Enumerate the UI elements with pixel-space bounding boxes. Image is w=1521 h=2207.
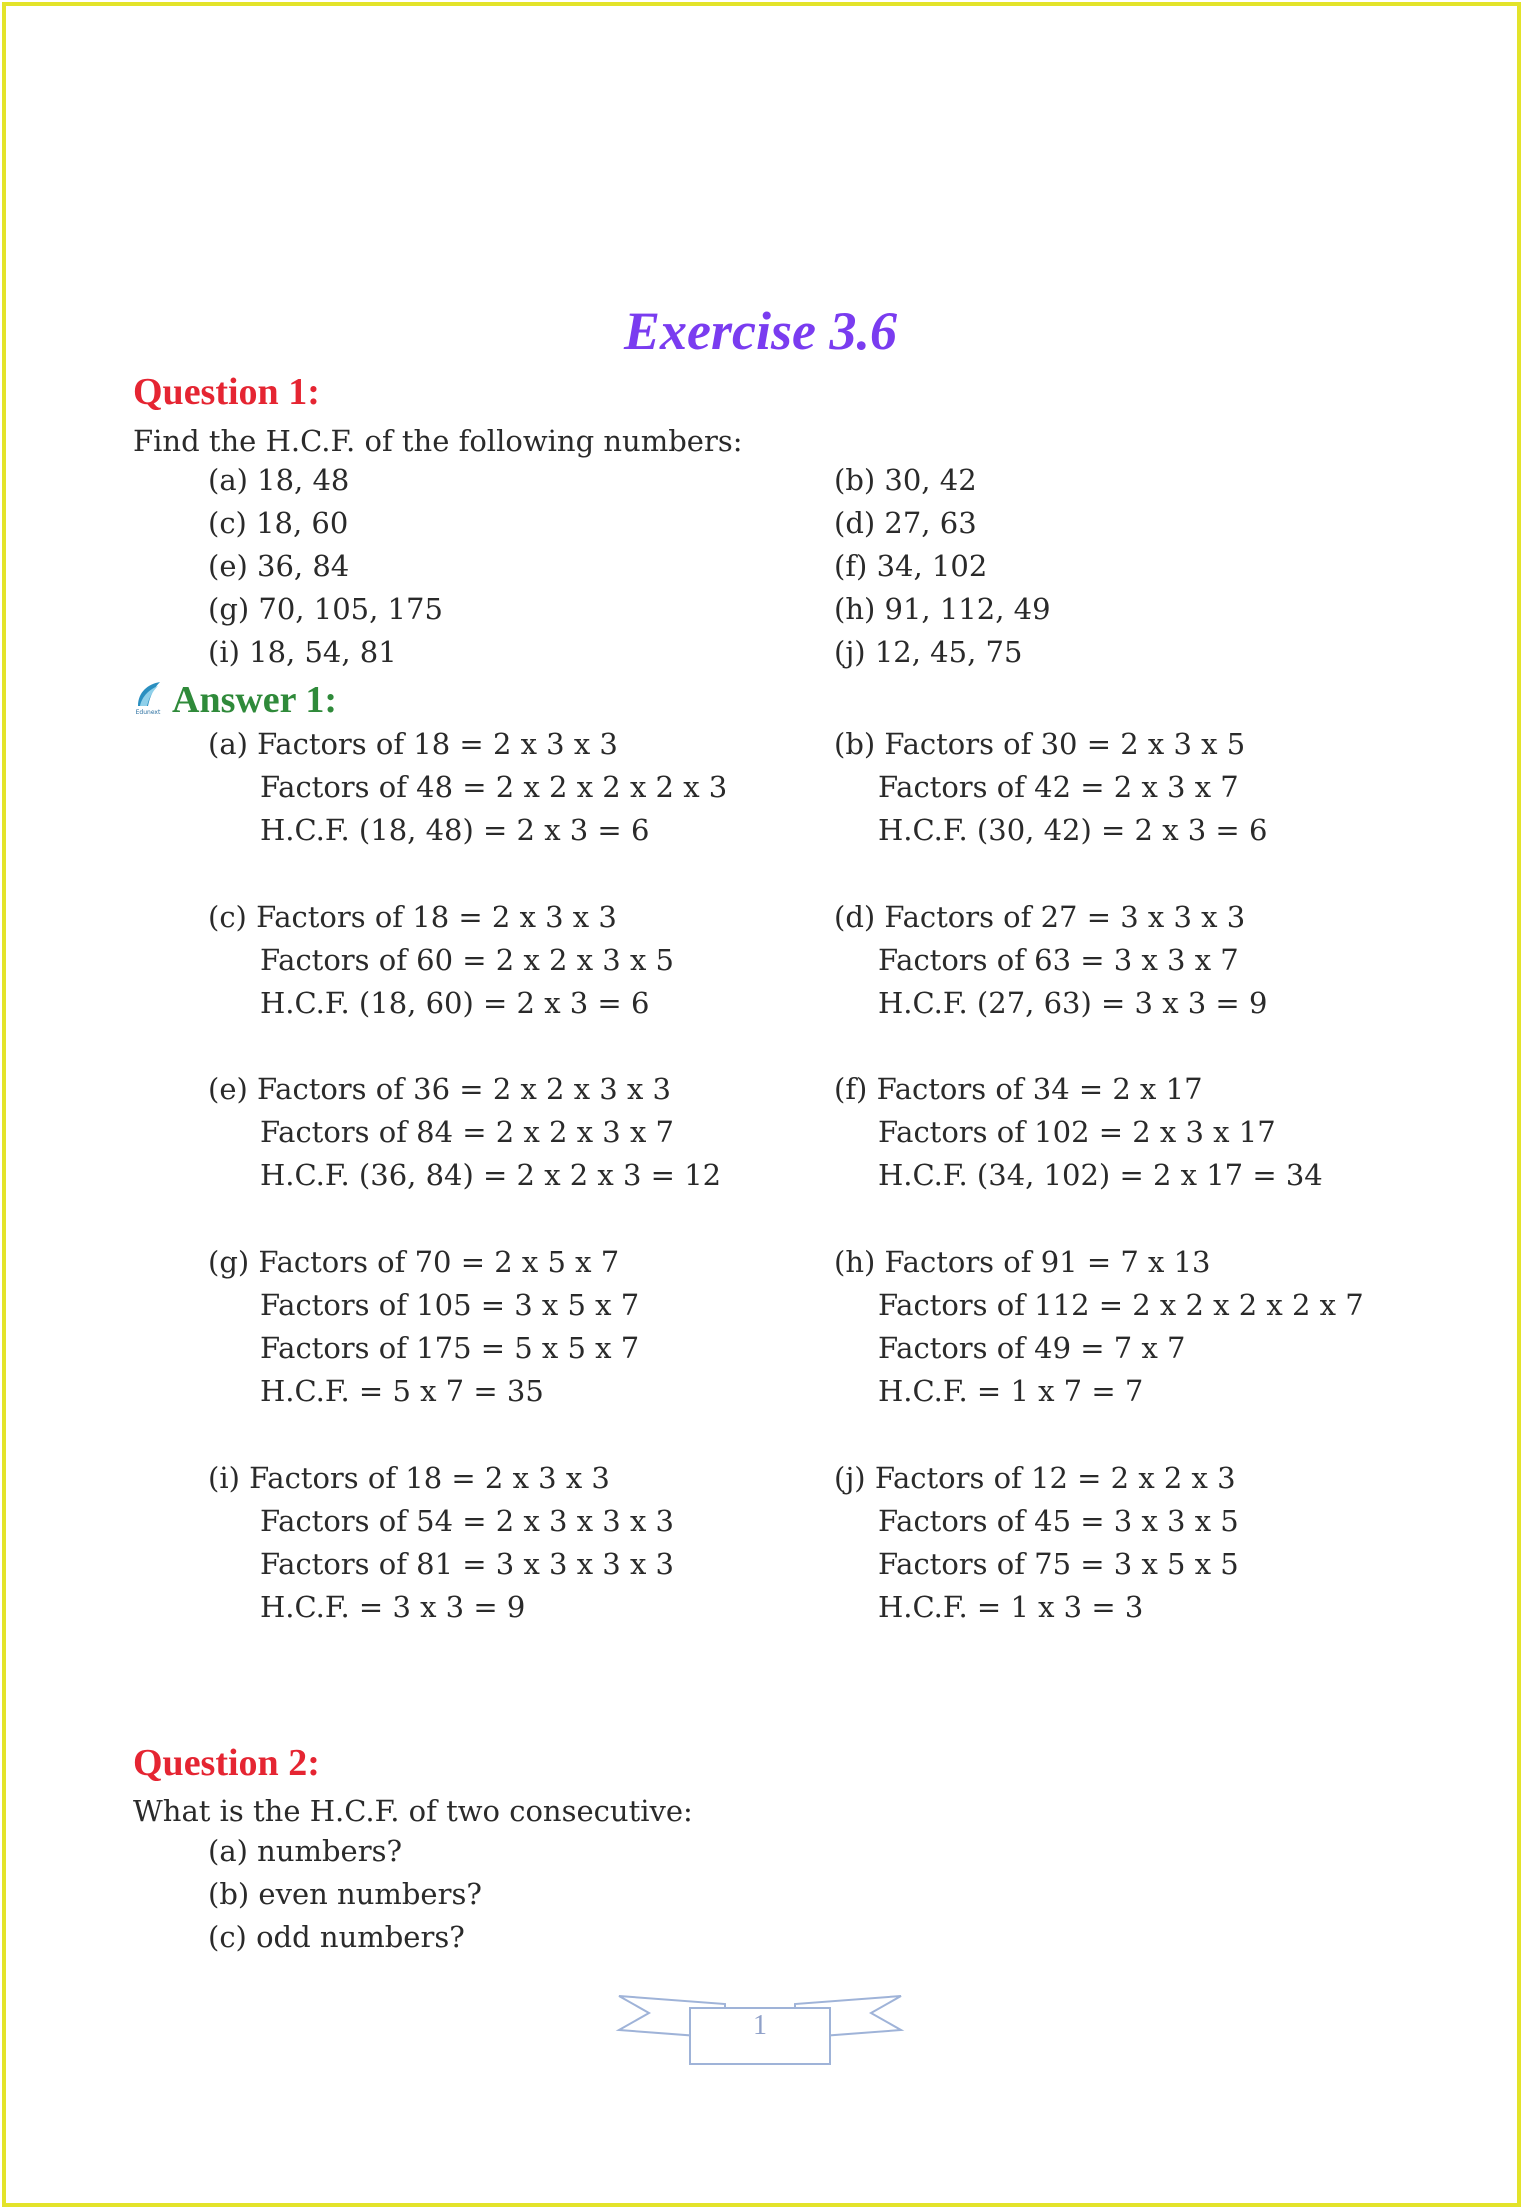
option-b: (b) 30, 42 bbox=[834, 463, 977, 497]
option-c: (c) 18, 60 bbox=[208, 506, 349, 540]
answer-line: H.C.F. (34, 102) = 2 x 17 = 34 bbox=[878, 1158, 1323, 1192]
option-a: (a) 18, 48 bbox=[208, 463, 350, 497]
option-g: (g) 70, 105, 175 bbox=[208, 592, 443, 626]
answer-line: Factors of 49 = 7 x 7 bbox=[878, 1331, 1186, 1365]
answer-line: H.C.F. = 1 x 3 = 3 bbox=[878, 1590, 1144, 1624]
answer-line: Factors of 75 = 3 x 5 x 5 bbox=[878, 1547, 1239, 1581]
answer-f bbox=[834, 1068, 1323, 1197]
question-2-options bbox=[208, 1830, 482, 1959]
answer-i bbox=[208, 1457, 674, 1629]
answer-line: (c) Factors of 18 = 2 x 3 x 3 bbox=[208, 900, 617, 934]
answer-line: Factors of 84 = 2 x 2 x 3 x 7 bbox=[260, 1115, 674, 1149]
answer-line: H.C.F. (18, 48) = 2 x 3 = 6 bbox=[260, 813, 650, 847]
option-a: (a) numbers? bbox=[208, 1834, 403, 1868]
svg-text:Edunext: Edunext bbox=[135, 709, 161, 716]
answer-h bbox=[834, 1241, 1364, 1413]
question-1-options-right bbox=[834, 459, 1051, 674]
answer-line: Factors of 175 = 5 x 5 x 7 bbox=[260, 1331, 640, 1365]
answer-d bbox=[834, 896, 1267, 1025]
answer-line: Factors of 112 = 2 x 2 x 2 x 2 x 7 bbox=[878, 1288, 1364, 1322]
question-1-options-left bbox=[208, 459, 443, 674]
answer-line: H.C.F. (30, 42) = 2 x 3 = 6 bbox=[878, 813, 1268, 847]
answer-line: (g) Factors of 70 = 2 x 5 x 7 bbox=[208, 1245, 620, 1279]
option-h: (h) 91, 112, 49 bbox=[834, 592, 1051, 626]
question-2-prompt: What is the H.C.F. of two consecutive: bbox=[133, 1794, 693, 1828]
answer-line: Factors of 63 = 3 x 3 x 7 bbox=[878, 943, 1239, 977]
answer-line: (h) Factors of 91 = 7 x 13 bbox=[834, 1245, 1211, 1279]
answer-line: Factors of 48 = 2 x 2 x 2 x 2 x 3 bbox=[260, 770, 728, 804]
answer-line: H.C.F. = 5 x 7 = 35 bbox=[260, 1374, 544, 1408]
answer-e bbox=[208, 1068, 721, 1197]
answer-line: H.C.F. (18, 60) = 2 x 3 = 6 bbox=[260, 986, 650, 1020]
answer-line: Factors of 60 = 2 x 2 x 3 x 5 bbox=[260, 943, 674, 977]
answer-line: (d) Factors of 27 = 3 x 3 x 3 bbox=[834, 900, 1246, 934]
option-f: (f) 34, 102 bbox=[834, 549, 988, 583]
answer-line: (f) Factors of 34 = 2 x 17 bbox=[834, 1072, 1203, 1106]
page-number: 1 bbox=[753, 2010, 767, 2041]
answer-line: (a) Factors of 18 = 2 x 3 x 3 bbox=[208, 727, 618, 761]
answer-1-heading: Answer 1: bbox=[172, 679, 338, 721]
answer-line: Factors of 105 = 3 x 5 x 7 bbox=[260, 1288, 640, 1322]
answer-a bbox=[208, 723, 727, 852]
answer-line: H.C.F. (36, 84) = 2 x 2 x 3 = 12 bbox=[260, 1158, 722, 1192]
question-1-heading: Question 1: bbox=[133, 371, 320, 413]
answer-line: Factors of 42 = 2 x 3 x 7 bbox=[878, 770, 1239, 804]
option-e: (e) 36, 84 bbox=[208, 549, 350, 583]
page-title: Exercise 3.6 bbox=[624, 301, 897, 361]
question-1-prompt: Find the H.C.F. of the following numbers: bbox=[133, 424, 743, 458]
answer-line: (i) Factors of 18 = 2 x 3 x 3 bbox=[208, 1461, 610, 1495]
question-2-heading: Question 2: bbox=[133, 1742, 320, 1784]
answer-logo-icon bbox=[132, 680, 164, 718]
answer-b bbox=[834, 723, 1267, 852]
option-j: (j) 12, 45, 75 bbox=[834, 635, 1023, 669]
answer-c bbox=[208, 896, 674, 1025]
answer-line: Factors of 102 = 2 x 3 x 17 bbox=[878, 1115, 1276, 1149]
answer-line: H.C.F. = 3 x 3 = 9 bbox=[260, 1590, 526, 1624]
option-b: (b) even numbers? bbox=[208, 1877, 482, 1911]
option-i: (i) 18, 54, 81 bbox=[208, 635, 397, 669]
answer-line: (j) Factors of 12 = 2 x 2 x 3 bbox=[834, 1461, 1236, 1495]
answer-line: Factors of 45 = 3 x 3 x 5 bbox=[878, 1504, 1239, 1538]
answer-line: (e) Factors of 36 = 2 x 2 x 3 x 3 bbox=[208, 1072, 671, 1106]
option-c: (c) odd numbers? bbox=[208, 1920, 465, 1954]
answer-line: Factors of 54 = 2 x 3 x 3 x 3 bbox=[260, 1504, 674, 1538]
answer-j bbox=[834, 1457, 1239, 1629]
answer-g bbox=[208, 1241, 639, 1413]
answer-line: H.C.F. = 1 x 7 = 7 bbox=[878, 1374, 1144, 1408]
answer-line: Factors of 81 = 3 x 3 x 3 x 3 bbox=[260, 1547, 674, 1581]
answer-line: H.C.F. (27, 63) = 3 x 3 = 9 bbox=[878, 986, 1268, 1020]
answer-line: (b) Factors of 30 = 2 x 3 x 5 bbox=[834, 727, 1246, 761]
option-d: (d) 27, 63 bbox=[834, 506, 977, 540]
